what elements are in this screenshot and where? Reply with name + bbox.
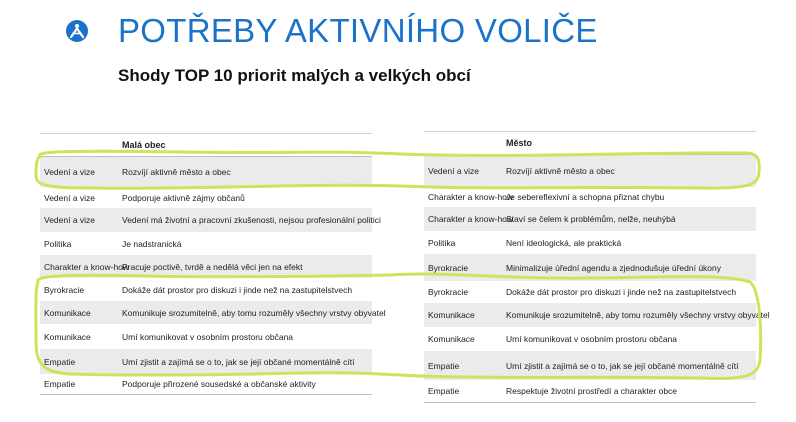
table-row — [424, 187, 756, 207]
table-row — [40, 187, 372, 208]
priority-cell: Podporuje aktivně zájmy občanů — [122, 192, 245, 203]
category-cell: Politika — [44, 238, 72, 249]
table-row — [40, 301, 386, 324]
category-cell: Komunikace — [428, 334, 475, 344]
category-cell: Komunikace — [428, 310, 475, 320]
table-row — [424, 207, 756, 231]
table-row — [40, 255, 372, 278]
priority-cell: Umí komunikovat v osobním prostoru občana — [122, 331, 294, 342]
priority-cell: Komunikuje srozumitelně, aby tomu rozuměly všechny vrstvy obyvatel — [506, 310, 770, 320]
priority-cell: Umí zjistit a zajímá se o to, jak se její občané momentálně cítí — [122, 356, 355, 367]
category-cell: Byrokracie — [428, 287, 469, 297]
category-cell: Charakter a know-how — [44, 261, 130, 272]
priority-cell: Umí komunikovat v osobním prostoru občana — [506, 334, 678, 344]
category-cell: Charakter a know-how — [428, 192, 514, 202]
category-cell: Politika — [428, 237, 456, 248]
table-header — [424, 132, 756, 155]
category-cell: Vedení a vize — [44, 192, 96, 203]
table-row — [424, 281, 756, 303]
column-header-mesto: Město — [506, 138, 533, 148]
column-header-mala-obec: Malá obec — [122, 140, 166, 150]
table-row — [424, 254, 756, 281]
priority-cell: Dokáže dát prostor pro diskuzi i jinde než na zastupitelstvech — [122, 284, 353, 295]
category-cell: Komunikace — [44, 331, 91, 342]
priority-cell: Vedení má životní a pracovní zkušenosti, nejsou profesionální politici — [122, 215, 381, 225]
page-subtitle: Shody TOP 10 priorit malých a velkých obcí — [118, 66, 471, 85]
category-cell: Vedení a vize — [44, 215, 96, 225]
table-mala-obec — [40, 133, 386, 395]
table-row — [40, 232, 372, 255]
priority-cell: Komunikuje srozumitelně, aby tomu rozuměly všechny vrstvy obyvatel — [122, 307, 386, 318]
table-header — [40, 134, 372, 157]
priority-cell: Umí zjistit a zajímá se o to, jak se její občané momentálně cítí — [506, 360, 739, 371]
table-row — [40, 278, 372, 301]
priority-cell: Respektuje životní prostředí a charakter obce — [506, 386, 678, 396]
priority-cell: Staví se čelem k problémům, nelže, neuhýbá — [506, 214, 676, 224]
category-cell: Empatie — [428, 360, 460, 371]
table-row — [424, 231, 756, 254]
category-cell: Byrokracie — [44, 284, 85, 295]
category-cell: Vedení a vize — [428, 166, 480, 176]
category-cell: Empatie — [44, 356, 76, 367]
priority-cell: Minimalizuje úřední agendu a zjednodušuje úřední úkony — [506, 262, 722, 273]
category-cell: Empatie — [428, 386, 460, 396]
table-row — [40, 324, 372, 349]
table-row — [424, 327, 756, 351]
table-row — [424, 351, 756, 380]
priority-cell: Je sebereflexivní a schopna přiznat chybu — [506, 192, 665, 202]
table-row — [40, 374, 372, 394]
category-cell: Charakter a know-how — [428, 214, 514, 224]
category-cell: Komunikace — [44, 307, 91, 318]
table-bottom-border — [40, 394, 372, 395]
table-mesto — [424, 131, 770, 403]
priority-cell: Rozvíjí aktivně město a obec — [506, 166, 615, 176]
person-a-logo-icon — [66, 20, 88, 42]
table-row — [424, 303, 770, 327]
priority-cell: Podporuje přirozené sousedské a občanské aktivity — [122, 379, 316, 389]
table-row — [40, 349, 372, 374]
table-bottom-border — [424, 402, 756, 403]
table-row — [40, 157, 372, 187]
priority-cell: Pracuje poctivě, tvrdě a nedělá věci jen na efekt — [122, 261, 303, 272]
priority-cell: Je nadstranická — [122, 238, 182, 249]
page-title: POTŘEBY AKTIVNÍHO VOLIČE — [118, 12, 598, 49]
table-row — [424, 155, 756, 187]
category-cell: Empatie — [44, 379, 76, 389]
priority-cell: Dokáže dát prostor pro diskuzi i jinde než na zastupitelstvech — [506, 287, 737, 297]
priority-cell: Není ideologická, ale praktická — [506, 237, 622, 248]
category-cell: Byrokracie — [428, 262, 469, 273]
table-row — [40, 208, 381, 232]
category-cell: Vedení a vize — [44, 167, 96, 177]
priority-cell: Rozvíjí aktivně město a obec — [122, 167, 231, 177]
table-row — [424, 380, 756, 402]
